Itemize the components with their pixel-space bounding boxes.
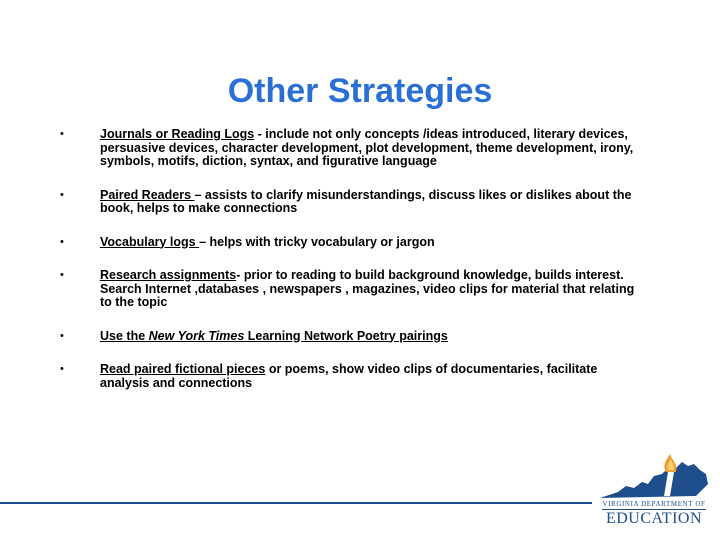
bullet-glyph: •	[60, 329, 64, 342]
bullet-list	[60, 128, 640, 390]
virginia-state-shape	[600, 462, 708, 498]
bullet-glyph: •	[60, 128, 64, 140]
research-assignments-link[interactable]: Research assignments	[100, 268, 237, 282]
vocabulary-logs-text: – helps with tricky vocabulary or jargon	[199, 234, 435, 249]
paired-fiction-text: or poems, show video clips of documentaries, facilitate analysis and connections	[100, 362, 598, 390]
paired-readers-link[interactable]: Paired Readers	[100, 187, 195, 202]
bullet-item-paired-fiction	[60, 363, 640, 390]
nyt-poetry-link[interactable]	[100, 329, 448, 343]
nyt-link-prefix: Use the	[100, 328, 149, 343]
paired-readers-text: – assists to clarify misunderstandings, discuss likes or dislikes about the book, helps to make connections	[100, 187, 632, 215]
bullet-item-nyt-poetry	[60, 330, 640, 344]
logo-line1: VIRGINIA DEPARTMENT OF	[602, 500, 706, 508]
bullet-item-vocabulary	[60, 236, 640, 250]
bullet-glyph: •	[60, 269, 64, 281]
journals-link[interactable]: Journals or Reading Logs	[100, 127, 255, 141]
nyt-link-suffix: Learning Network Poetry pairings	[244, 328, 448, 343]
bullet-glyph: •	[60, 188, 64, 201]
nyt-link-italic: New York Times	[148, 328, 245, 343]
vocabulary-logs-link[interactable]: Vocabulary logs	[100, 234, 200, 249]
research-assignments-text: - prior to reading to build background knowledge, builds interest. Search Internet ,databases , newspapers , magazines, video clips for material that relating to the topic	[100, 268, 635, 309]
footer-divider	[0, 502, 592, 504]
bullet-glyph: •	[60, 363, 64, 375]
logo-line2: EDUCATION	[605, 510, 703, 527]
vdoe-logo	[596, 452, 712, 534]
bullet-glyph: •	[60, 235, 64, 248]
paired-fiction-link[interactable]: Read paired fictional pieces	[100, 362, 266, 376]
virginia-torch-logo-icon	[596, 452, 712, 500]
bullet-item-research	[60, 269, 640, 310]
bullet-item-journals	[60, 128, 640, 169]
bullet-item-paired-readers	[60, 189, 640, 216]
slide-title: Other Strategies	[227, 72, 493, 110]
journals-text: - include not only concepts /ideas introduced, literary devices, persuasive devices, character development, plot development, theme development, irony, symbols, motifs, diction, syntax, and figurative language	[100, 127, 634, 168]
